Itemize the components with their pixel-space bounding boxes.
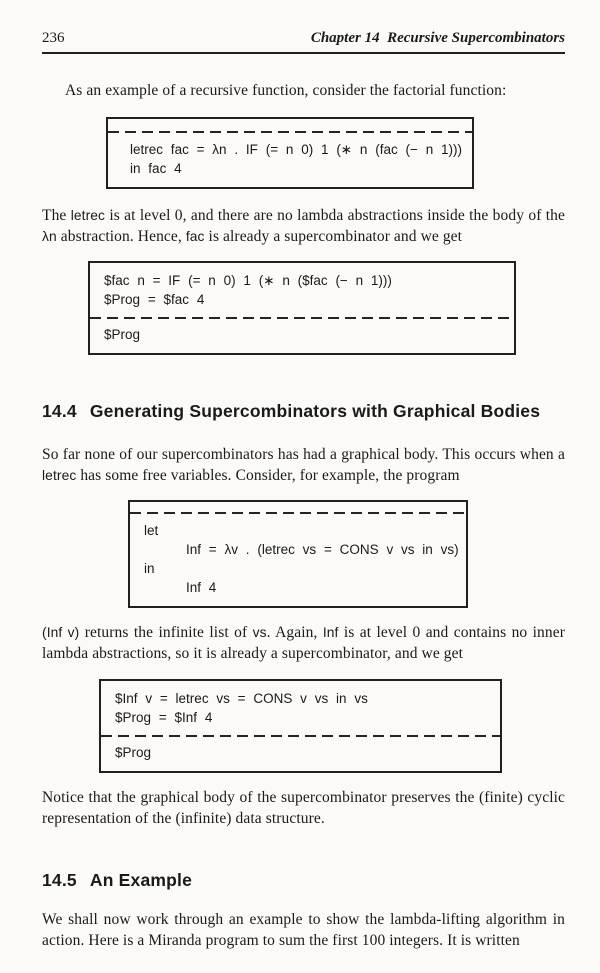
paragraph-letrec-level0 bbox=[42, 205, 565, 248]
text-run: As an example of a recursive function, consider the factorial function: bbox=[65, 82, 507, 99]
code-box-letrec-fac bbox=[106, 117, 474, 189]
text-run: has some free variables. Consider, for example, the program bbox=[76, 467, 460, 484]
section-number: 14.5 bbox=[42, 869, 77, 890]
text-run: So far none of our supercombinators has had a graphical body. This occurs when a bbox=[42, 445, 565, 463]
code-line: let bbox=[144, 522, 159, 538]
section-heading-14-5 bbox=[42, 870, 565, 891]
paragraph-notice-cyclic bbox=[42, 787, 565, 830]
section-title: Generating Supercombinators with Graphical Bodies bbox=[89, 400, 541, 421]
inline-code: (Inf v) bbox=[42, 624, 80, 640]
text-run: . Again, bbox=[266, 623, 323, 641]
code-line: Inf = λv . (letrec vs = CONS v vs in vs) bbox=[186, 541, 459, 557]
text-run: abstraction. Hence, bbox=[56, 228, 186, 245]
code-line: Inf 4 bbox=[186, 579, 217, 595]
chapter-title: Chapter 14 Recursive Supercombinators bbox=[310, 30, 565, 46]
text-run: The bbox=[42, 206, 71, 224]
inline-code: letrec bbox=[42, 468, 77, 483]
dashed-rule bbox=[101, 735, 500, 737]
code-box-let-inf bbox=[128, 500, 468, 608]
inline-code: letrec bbox=[70, 207, 106, 223]
dashed-rule bbox=[90, 317, 514, 319]
inline-code: Inf bbox=[322, 624, 339, 640]
paragraph-inf-level0 bbox=[42, 622, 565, 665]
section-title: An Example bbox=[89, 869, 193, 890]
text-run: is at level 0, and there are no lambda abstractions inside the body of the bbox=[105, 206, 566, 224]
page-number: 236 bbox=[42, 30, 65, 46]
text-run: Notice that the graphical body of the supercombinator preserves the (finite) cyclic representation of the (infinite) data structure. bbox=[42, 788, 565, 827]
inline-code: vs bbox=[252, 624, 267, 640]
code-line: $Prog = $Inf 4 bbox=[115, 709, 213, 725]
section-number: 14.4 bbox=[42, 400, 77, 421]
code-line: $Prog bbox=[104, 326, 141, 342]
dashed-rule bbox=[130, 512, 466, 514]
code-box-fac-supercombinator bbox=[88, 261, 516, 355]
header-rule bbox=[42, 52, 565, 54]
code-line: letrec fac = λn . IF (= n 0) 1 (∗ n (fac (− n 1))) bbox=[130, 141, 463, 157]
text-run: We shall now work through an example to show the lambda-lifting algorithm in action. Here is a Miranda program to sum the first 100 integers. It is written bbox=[42, 910, 565, 949]
code-box-inf-supercombinator bbox=[99, 679, 502, 773]
code-line: in bbox=[144, 560, 155, 576]
inline-code: fac bbox=[185, 229, 205, 244]
dashed-rule bbox=[108, 131, 472, 133]
code-line: $Prog = $fac 4 bbox=[104, 291, 205, 307]
code-line: $fac n = IF (= n 0) 1 (∗ n ($fac (− n 1))) bbox=[104, 272, 392, 288]
page-header bbox=[42, 30, 565, 47]
text-run: is at level 0 and contains no inner lambda abstractions, so it is already a supercombinator, and we get bbox=[42, 623, 565, 662]
code-line: in fac 4 bbox=[130, 160, 182, 176]
text-run: is already a supercombinator and we get bbox=[204, 228, 463, 245]
inline-code: λn bbox=[42, 229, 57, 244]
paragraph-intro-factorial bbox=[42, 80, 565, 102]
code-line: $Prog bbox=[115, 744, 152, 760]
text-run: returns the infinite list of bbox=[79, 623, 253, 641]
paragraph-graphical-body bbox=[42, 444, 565, 487]
section-heading-14-4 bbox=[42, 401, 565, 422]
code-line: $Inf v = letrec vs = CONS v vs in vs bbox=[115, 690, 368, 706]
paragraph-example-intro bbox=[42, 909, 565, 952]
